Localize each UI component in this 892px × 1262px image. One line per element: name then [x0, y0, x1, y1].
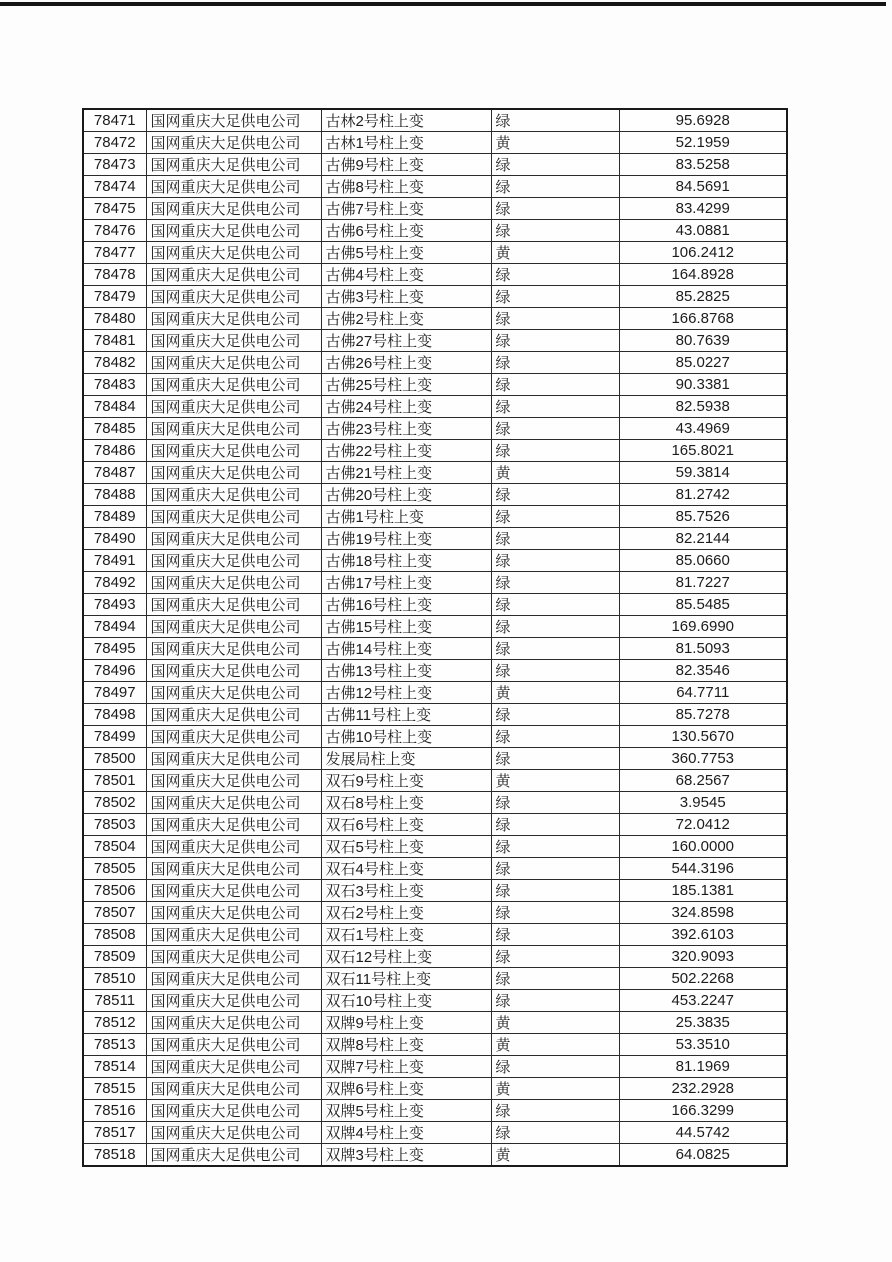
status-label: 黄	[491, 462, 619, 484]
row-id: 78513	[83, 1034, 146, 1056]
row-id: 78493	[83, 594, 146, 616]
load-value: 85.5485	[619, 594, 787, 616]
row-id: 78473	[83, 154, 146, 176]
load-value: 166.8768	[619, 308, 787, 330]
table-row	[83, 836, 787, 858]
device-name: 古佛27号柱上变	[321, 330, 491, 352]
table-row	[83, 109, 787, 132]
table-row	[83, 132, 787, 154]
row-id: 78504	[83, 836, 146, 858]
company-name: 国网重庆大足供电公司	[146, 704, 321, 726]
load-value: 82.2144	[619, 528, 787, 550]
company-name: 国网重庆大足供电公司	[146, 462, 321, 484]
device-name: 双牌6号柱上变	[321, 1078, 491, 1100]
status-label: 绿	[491, 594, 619, 616]
device-name: 古佛6号柱上变	[321, 220, 491, 242]
device-name: 古佛9号柱上变	[321, 154, 491, 176]
table-row	[83, 616, 787, 638]
device-name: 双石5号柱上变	[321, 836, 491, 858]
load-value: 3.9545	[619, 792, 787, 814]
company-name: 国网重庆大足供电公司	[146, 484, 321, 506]
load-value: 85.2825	[619, 286, 787, 308]
company-name: 国网重庆大足供电公司	[146, 748, 321, 770]
status-label: 绿	[491, 638, 619, 660]
device-name: 双石2号柱上变	[321, 902, 491, 924]
device-name: 古佛23号柱上变	[321, 418, 491, 440]
company-name: 国网重庆大足供电公司	[146, 264, 321, 286]
company-name: 国网重庆大足供电公司	[146, 1012, 321, 1034]
table-row	[83, 638, 787, 660]
company-name: 国网重庆大足供电公司	[146, 198, 321, 220]
company-name: 国网重庆大足供电公司	[146, 220, 321, 242]
row-id: 78509	[83, 946, 146, 968]
load-value: 453.2247	[619, 990, 787, 1012]
company-name: 国网重庆大足供电公司	[146, 572, 321, 594]
row-id: 78490	[83, 528, 146, 550]
device-name: 古佛14号柱上变	[321, 638, 491, 660]
load-value: 169.6990	[619, 616, 787, 638]
table-row	[83, 814, 787, 836]
row-id: 78483	[83, 374, 146, 396]
company-name: 国网重庆大足供电公司	[146, 1056, 321, 1078]
device-name: 古佛12号柱上变	[321, 682, 491, 704]
row-id: 78516	[83, 1100, 146, 1122]
status-label: 黄	[491, 770, 619, 792]
row-id: 78514	[83, 1056, 146, 1078]
status-label: 绿	[491, 286, 619, 308]
status-label: 绿	[491, 902, 619, 924]
load-value: 164.8928	[619, 264, 787, 286]
table-row	[83, 682, 787, 704]
device-name: 古佛2号柱上变	[321, 308, 491, 330]
company-name: 国网重庆大足供电公司	[146, 770, 321, 792]
table-row	[83, 1034, 787, 1056]
status-label: 绿	[491, 726, 619, 748]
device-name: 古佛5号柱上变	[321, 242, 491, 264]
load-value: 85.7278	[619, 704, 787, 726]
row-id: 78485	[83, 418, 146, 440]
table-row	[83, 990, 787, 1012]
status-label: 绿	[491, 176, 619, 198]
row-id: 78491	[83, 550, 146, 572]
status-label: 绿	[491, 484, 619, 506]
row-id: 78518	[83, 1144, 146, 1167]
company-name: 国网重庆大足供电公司	[146, 968, 321, 990]
table-row	[83, 946, 787, 968]
load-value: 85.7526	[619, 506, 787, 528]
load-value: 324.8598	[619, 902, 787, 924]
status-label: 绿	[491, 924, 619, 946]
device-name: 双石11号柱上变	[321, 968, 491, 990]
status-label: 绿	[491, 616, 619, 638]
load-value: 68.2567	[619, 770, 787, 792]
table-row	[83, 462, 787, 484]
table-row	[83, 396, 787, 418]
row-id: 78477	[83, 242, 146, 264]
load-value: 72.0412	[619, 814, 787, 836]
load-value: 64.7711	[619, 682, 787, 704]
table-row	[83, 792, 787, 814]
company-name: 国网重庆大足供电公司	[146, 550, 321, 572]
table-row	[83, 264, 787, 286]
company-name: 国网重庆大足供电公司	[146, 1034, 321, 1056]
company-name: 国网重庆大足供电公司	[146, 528, 321, 550]
load-value: 81.5093	[619, 638, 787, 660]
row-id: 78492	[83, 572, 146, 594]
transformer-records-table	[82, 108, 788, 1167]
load-value: 502.2268	[619, 968, 787, 990]
device-name: 双牌9号柱上变	[321, 1012, 491, 1034]
status-label: 黄	[491, 1078, 619, 1100]
row-id: 78515	[83, 1078, 146, 1100]
company-name: 国网重庆大足供电公司	[146, 638, 321, 660]
table-row	[83, 660, 787, 682]
row-id: 78512	[83, 1012, 146, 1034]
company-name: 国网重庆大足供电公司	[146, 286, 321, 308]
row-id: 78476	[83, 220, 146, 242]
company-name: 国网重庆大足供电公司	[146, 1078, 321, 1100]
load-value: 80.7639	[619, 330, 787, 352]
load-value: 106.2412	[619, 242, 787, 264]
company-name: 国网重庆大足供电公司	[146, 440, 321, 462]
status-label: 黄	[491, 682, 619, 704]
status-label: 绿	[491, 946, 619, 968]
device-name: 古林1号柱上变	[321, 132, 491, 154]
table-row	[83, 286, 787, 308]
table-row	[83, 594, 787, 616]
company-name: 国网重庆大足供电公司	[146, 880, 321, 902]
table-row	[83, 704, 787, 726]
load-value: 84.5691	[619, 176, 787, 198]
status-label: 绿	[491, 660, 619, 682]
status-label: 绿	[491, 572, 619, 594]
status-label: 绿	[491, 792, 619, 814]
status-label: 绿	[491, 330, 619, 352]
row-id: 78508	[83, 924, 146, 946]
load-value: 25.3835	[619, 1012, 787, 1034]
row-id: 78507	[83, 902, 146, 924]
status-label: 绿	[491, 1056, 619, 1078]
device-name: 古佛22号柱上变	[321, 440, 491, 462]
row-id: 78484	[83, 396, 146, 418]
table-row	[83, 242, 787, 264]
table-row	[83, 1100, 787, 1122]
load-value: 130.5670	[619, 726, 787, 748]
device-name: 古佛16号柱上变	[321, 594, 491, 616]
load-value: 95.6928	[619, 109, 787, 132]
company-name: 国网重庆大足供电公司	[146, 352, 321, 374]
load-value: 82.5938	[619, 396, 787, 418]
load-value: 43.4969	[619, 418, 787, 440]
company-name: 国网重庆大足供电公司	[146, 594, 321, 616]
table-row	[83, 880, 787, 902]
device-name: 古佛1号柱上变	[321, 506, 491, 528]
company-name: 国网重庆大足供电公司	[146, 726, 321, 748]
device-name: 发展局柱上变	[321, 748, 491, 770]
status-label: 绿	[491, 704, 619, 726]
row-id: 78505	[83, 858, 146, 880]
load-value: 360.7753	[619, 748, 787, 770]
row-id: 78478	[83, 264, 146, 286]
load-value: 83.4299	[619, 198, 787, 220]
row-id: 78511	[83, 990, 146, 1012]
device-name: 古佛3号柱上变	[321, 286, 491, 308]
company-name: 国网重庆大足供电公司	[146, 176, 321, 198]
device-name: 双牌8号柱上变	[321, 1034, 491, 1056]
row-id: 78475	[83, 198, 146, 220]
load-value: 81.2742	[619, 484, 787, 506]
device-name: 双石3号柱上变	[321, 880, 491, 902]
table-row	[83, 748, 787, 770]
company-name: 国网重庆大足供电公司	[146, 836, 321, 858]
company-name: 国网重庆大足供电公司	[146, 418, 321, 440]
status-label: 绿	[491, 220, 619, 242]
table-row	[83, 770, 787, 792]
status-label: 绿	[491, 440, 619, 462]
status-label: 绿	[491, 1100, 619, 1122]
row-id: 78471	[83, 109, 146, 132]
device-name: 双石4号柱上变	[321, 858, 491, 880]
row-id: 78482	[83, 352, 146, 374]
table-row	[83, 1078, 787, 1100]
load-value: 83.5258	[619, 154, 787, 176]
company-name: 国网重庆大足供电公司	[146, 506, 321, 528]
status-label: 绿	[491, 880, 619, 902]
load-value: 232.2928	[619, 1078, 787, 1100]
load-value: 44.5742	[619, 1122, 787, 1144]
row-id: 78510	[83, 968, 146, 990]
row-id: 78481	[83, 330, 146, 352]
load-value: 85.0660	[619, 550, 787, 572]
table-row	[83, 506, 787, 528]
row-id: 78474	[83, 176, 146, 198]
table-row	[83, 418, 787, 440]
load-value: 320.9093	[619, 946, 787, 968]
load-value: 166.3299	[619, 1100, 787, 1122]
table-row	[83, 352, 787, 374]
table-row	[83, 440, 787, 462]
company-name: 国网重庆大足供电公司	[146, 1122, 321, 1144]
device-name: 古佛10号柱上变	[321, 726, 491, 748]
page-top-rule	[0, 2, 886, 6]
status-label: 绿	[491, 990, 619, 1012]
status-label: 绿	[491, 550, 619, 572]
row-id: 78499	[83, 726, 146, 748]
load-value: 90.3381	[619, 374, 787, 396]
row-id: 78472	[83, 132, 146, 154]
load-value: 81.1969	[619, 1056, 787, 1078]
status-label: 绿	[491, 836, 619, 858]
device-name: 古佛20号柱上变	[321, 484, 491, 506]
status-label: 绿	[491, 506, 619, 528]
table-row	[83, 198, 787, 220]
table-body	[83, 109, 787, 1166]
status-label: 绿	[491, 814, 619, 836]
device-name: 古佛18号柱上变	[321, 550, 491, 572]
table-row	[83, 1056, 787, 1078]
device-name: 双牌3号柱上变	[321, 1144, 491, 1167]
company-name: 国网重庆大足供电公司	[146, 374, 321, 396]
status-label: 绿	[491, 748, 619, 770]
load-value: 544.3196	[619, 858, 787, 880]
status-label: 绿	[491, 418, 619, 440]
row-id: 78501	[83, 770, 146, 792]
company-name: 国网重庆大足供电公司	[146, 308, 321, 330]
company-name: 国网重庆大足供电公司	[146, 902, 321, 924]
row-id: 78500	[83, 748, 146, 770]
status-label: 绿	[491, 968, 619, 990]
status-label: 绿	[491, 264, 619, 286]
status-label: 绿	[491, 374, 619, 396]
row-id: 78489	[83, 506, 146, 528]
company-name: 国网重庆大足供电公司	[146, 396, 321, 418]
row-id: 78502	[83, 792, 146, 814]
table-row	[83, 484, 787, 506]
company-name: 国网重庆大足供电公司	[146, 242, 321, 264]
device-name: 双石10号柱上变	[321, 990, 491, 1012]
table-row	[83, 858, 787, 880]
row-id: 78487	[83, 462, 146, 484]
device-name: 双牌7号柱上变	[321, 1056, 491, 1078]
company-name: 国网重庆大足供电公司	[146, 682, 321, 704]
device-name: 双石6号柱上变	[321, 814, 491, 836]
company-name: 国网重庆大足供电公司	[146, 946, 321, 968]
table-row	[83, 1012, 787, 1034]
table-row	[83, 220, 787, 242]
status-label: 黄	[491, 1034, 619, 1056]
device-name: 古佛7号柱上变	[321, 198, 491, 220]
table-row	[83, 924, 787, 946]
company-name: 国网重庆大足供电公司	[146, 109, 321, 132]
device-name: 古佛25号柱上变	[321, 374, 491, 396]
status-label: 绿	[491, 352, 619, 374]
table-row	[83, 1122, 787, 1144]
company-name: 国网重庆大足供电公司	[146, 616, 321, 638]
row-id: 78517	[83, 1122, 146, 1144]
company-name: 国网重庆大足供电公司	[146, 132, 321, 154]
status-label: 绿	[491, 308, 619, 330]
device-name: 古佛11号柱上变	[321, 704, 491, 726]
company-name: 国网重庆大足供电公司	[146, 154, 321, 176]
table-row	[83, 308, 787, 330]
company-name: 国网重庆大足供电公司	[146, 990, 321, 1012]
table-row	[83, 902, 787, 924]
table-row	[83, 176, 787, 198]
status-label: 绿	[491, 198, 619, 220]
status-label: 黄	[491, 1012, 619, 1034]
company-name: 国网重庆大足供电公司	[146, 1100, 321, 1122]
load-value: 392.6103	[619, 924, 787, 946]
status-label: 绿	[491, 109, 619, 132]
row-id: 78480	[83, 308, 146, 330]
row-id: 78494	[83, 616, 146, 638]
row-id: 78506	[83, 880, 146, 902]
load-value: 43.0881	[619, 220, 787, 242]
row-id: 78486	[83, 440, 146, 462]
row-id: 78497	[83, 682, 146, 704]
device-name: 古佛15号柱上变	[321, 616, 491, 638]
table-row	[83, 374, 787, 396]
row-id: 78479	[83, 286, 146, 308]
company-name: 国网重庆大足供电公司	[146, 858, 321, 880]
row-id: 78495	[83, 638, 146, 660]
status-label: 黄	[491, 132, 619, 154]
table-row	[83, 154, 787, 176]
company-name: 国网重庆大足供电公司	[146, 660, 321, 682]
table-row	[83, 572, 787, 594]
load-value: 165.8021	[619, 440, 787, 462]
table-row	[83, 968, 787, 990]
device-name: 古佛17号柱上变	[321, 572, 491, 594]
company-name: 国网重庆大足供电公司	[146, 814, 321, 836]
table-row	[83, 1144, 787, 1167]
device-name: 古林2号柱上变	[321, 109, 491, 132]
load-value: 85.0227	[619, 352, 787, 374]
load-value: 53.3510	[619, 1034, 787, 1056]
status-label: 黄	[491, 242, 619, 264]
device-name: 古佛8号柱上变	[321, 176, 491, 198]
load-value: 52.1959	[619, 132, 787, 154]
row-id: 78503	[83, 814, 146, 836]
status-label: 黄	[491, 1144, 619, 1167]
device-name: 双牌5号柱上变	[321, 1100, 491, 1122]
load-value: 81.7227	[619, 572, 787, 594]
row-id: 78488	[83, 484, 146, 506]
load-value: 160.0000	[619, 836, 787, 858]
row-id: 78496	[83, 660, 146, 682]
status-label: 绿	[491, 396, 619, 418]
load-value: 59.3814	[619, 462, 787, 484]
device-name: 双石9号柱上变	[321, 770, 491, 792]
status-label: 绿	[491, 528, 619, 550]
device-name: 古佛26号柱上变	[321, 352, 491, 374]
row-id: 78498	[83, 704, 146, 726]
load-value: 64.0825	[619, 1144, 787, 1167]
device-name: 古佛24号柱上变	[321, 396, 491, 418]
load-value: 185.1381	[619, 880, 787, 902]
device-name: 古佛4号柱上变	[321, 264, 491, 286]
device-name: 双石12号柱上变	[321, 946, 491, 968]
status-label: 绿	[491, 154, 619, 176]
device-name: 双石1号柱上变	[321, 924, 491, 946]
table-row	[83, 528, 787, 550]
device-name: 双牌4号柱上变	[321, 1122, 491, 1144]
device-name: 古佛13号柱上变	[321, 660, 491, 682]
company-name: 国网重庆大足供电公司	[146, 1144, 321, 1167]
device-name: 双石8号柱上变	[321, 792, 491, 814]
company-name: 国网重庆大足供电公司	[146, 924, 321, 946]
table-row	[83, 726, 787, 748]
load-value: 82.3546	[619, 660, 787, 682]
device-name: 古佛19号柱上变	[321, 528, 491, 550]
device-name: 古佛21号柱上变	[321, 462, 491, 484]
company-name: 国网重庆大足供电公司	[146, 792, 321, 814]
company-name: 国网重庆大足供电公司	[146, 330, 321, 352]
table-row	[83, 330, 787, 352]
table-row	[83, 550, 787, 572]
status-label: 绿	[491, 1122, 619, 1144]
status-label: 绿	[491, 858, 619, 880]
